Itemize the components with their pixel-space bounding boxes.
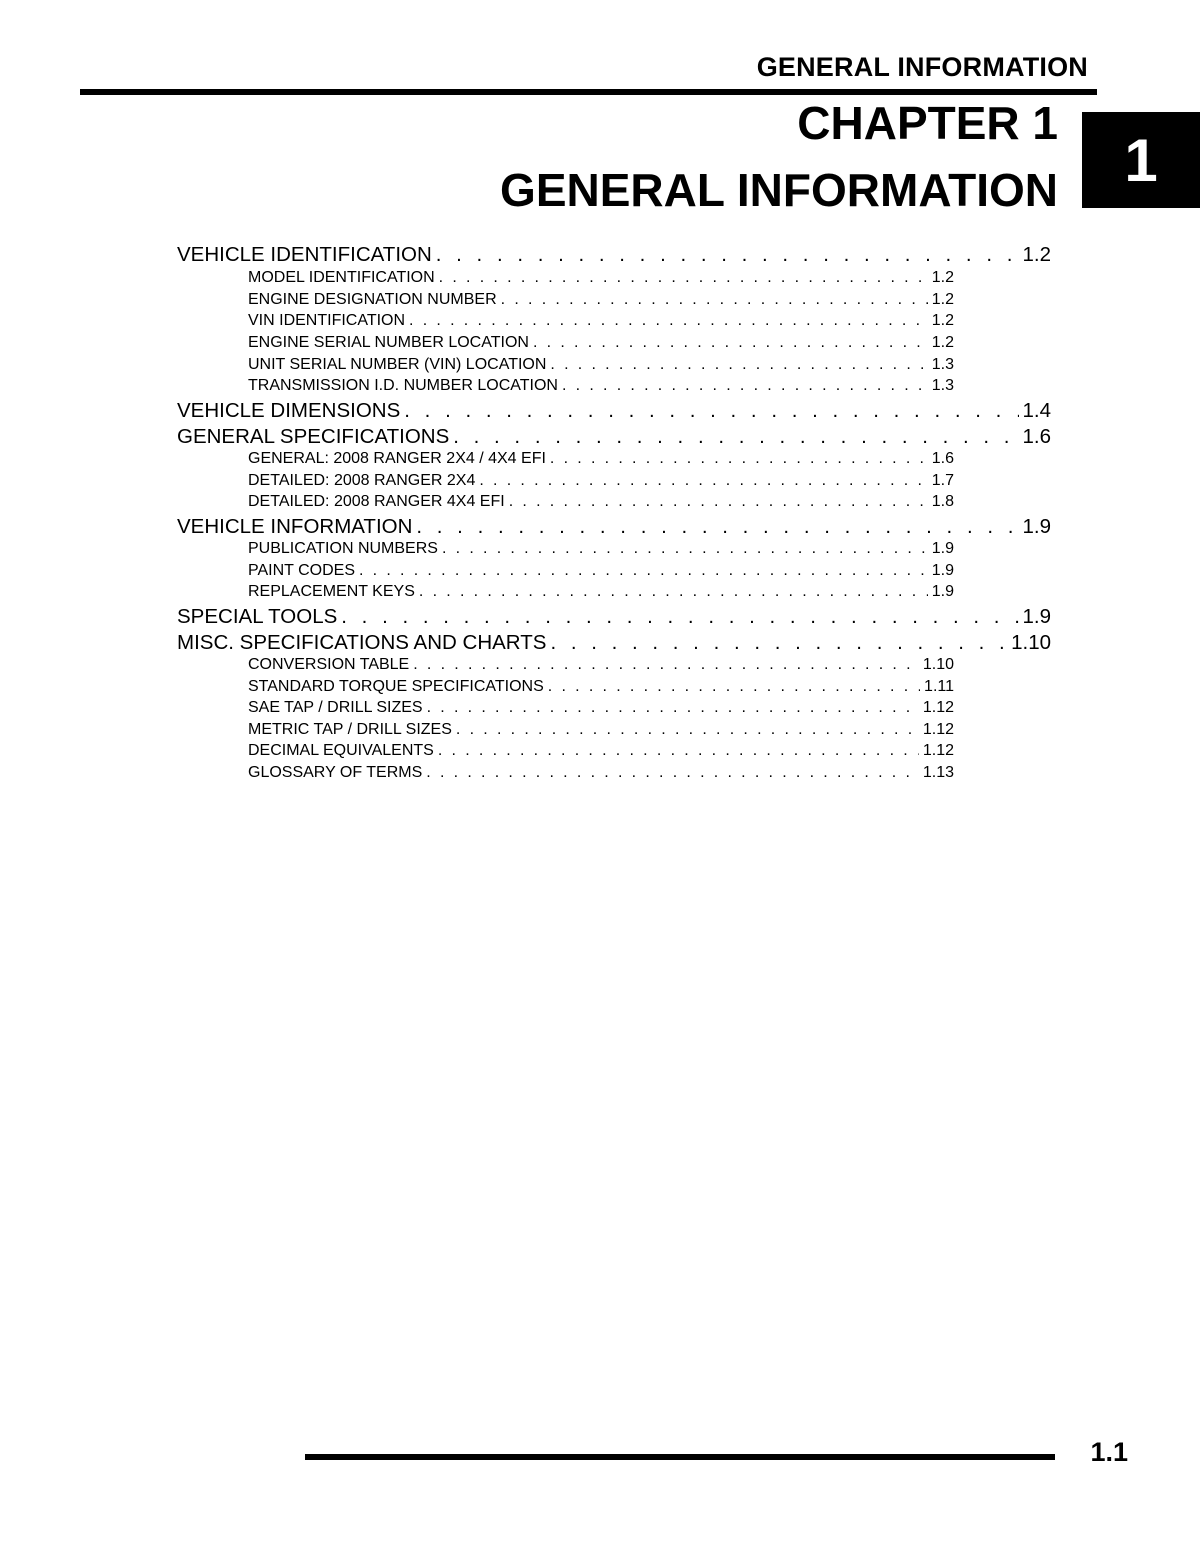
toc-subsection-entry[interactable] <box>248 764 954 782</box>
toc-subsection-entry[interactable] <box>248 540 954 558</box>
toc-entry-page: 1.3 <box>931 356 954 373</box>
toc-dot-leader <box>562 377 928 395</box>
toc-subsection-entry[interactable] <box>248 334 954 352</box>
toc-entry-label: VIN IDENTIFICATION <box>248 312 406 329</box>
toc-entry-page: 1.10 <box>922 656 954 673</box>
toc-subsection-entry[interactable] <box>248 656 954 674</box>
toc-section-entry[interactable] <box>177 243 1051 267</box>
toc-section-entry[interactable] <box>177 399 1051 423</box>
toc-dot-leader <box>419 583 928 601</box>
toc-dot-leader <box>359 562 928 580</box>
top-rule <box>80 89 1097 95</box>
toc-entry-page: 1.9 <box>931 540 954 557</box>
toc-entry-label: REPLACEMENT KEYS <box>248 583 415 600</box>
toc-entry-page: 1.9 <box>1022 605 1051 628</box>
toc-subsection-entry[interactable] <box>248 269 954 287</box>
toc-dot-leader <box>409 312 928 330</box>
toc-subsection-entry[interactable] <box>248 583 954 601</box>
toc-subsection-entry[interactable] <box>248 721 954 739</box>
chapter-label: CHAPTER 1 <box>797 97 1058 149</box>
toc-entry-page: 1.6 <box>931 450 954 467</box>
toc-dot-leader <box>550 631 1007 655</box>
toc-subsection-entry[interactable] <box>248 472 954 490</box>
toc-entry-page: 1.7 <box>931 472 954 489</box>
chapter-tab <box>1082 112 1200 208</box>
toc-entry-page: 1.10 <box>1011 631 1051 654</box>
running-head: GENERAL INFORMATION <box>756 52 1088 82</box>
toc-dot-leader <box>550 450 928 468</box>
toc-dot-leader <box>453 425 1018 449</box>
chapter-tab-number: 1 <box>1124 126 1158 194</box>
toc-entry-label: PUBLICATION NUMBERS <box>248 540 438 557</box>
toc-entry-label: DECIMAL EQUIVALENTS <box>248 742 434 759</box>
bottom-rule <box>305 1454 1055 1460</box>
toc-entry-page: 1.12 <box>922 721 954 738</box>
toc-dot-leader <box>427 699 919 717</box>
toc-entry-page: 1.2 <box>931 291 954 308</box>
toc-entry-label: GLOSSARY OF TERMS <box>248 764 423 781</box>
toc-entry-label: DETAILED: 2008 RANGER 2X4 <box>248 472 476 489</box>
toc-entry-label: GENERAL SPECIFICATIONS <box>177 425 450 448</box>
toc-entry-label: GENERAL: 2008 RANGER 2X4 / 4X4 EFI <box>248 450 546 467</box>
toc-dot-leader <box>533 334 928 352</box>
toc-subsection-entry[interactable] <box>248 377 954 395</box>
toc-dot-leader <box>426 764 919 782</box>
toc-entry-page: 1.6 <box>1022 425 1051 448</box>
toc-subsection-entry[interactable] <box>248 291 954 309</box>
toc-subsection-entry[interactable] <box>248 312 954 330</box>
toc-entry-label: ENGINE DESIGNATION NUMBER <box>248 291 497 308</box>
toc-dot-leader <box>550 356 927 374</box>
toc-dot-leader <box>416 515 1018 539</box>
toc-dot-leader <box>341 605 1018 629</box>
chapter-title: GENERAL INFORMATION <box>500 164 1058 216</box>
toc-entry-page: 1.9 <box>1022 515 1051 538</box>
toc-entry-label: VEHICLE IDENTIFICATION <box>177 243 432 266</box>
toc-entry-page: 1.2 <box>1022 243 1051 266</box>
toc-subsection-entry[interactable] <box>248 678 954 696</box>
toc-dot-leader <box>438 742 919 760</box>
toc-entry-page: 1.8 <box>931 493 954 510</box>
toc-subsection-entry[interactable] <box>248 356 954 374</box>
toc-entry-page: 1.3 <box>931 377 954 394</box>
toc-entry-label: TRANSMISSION I.D. NUMBER LOCATION <box>248 377 558 394</box>
toc-dot-leader <box>413 656 919 674</box>
toc-dot-leader <box>501 291 928 309</box>
toc-dot-leader <box>442 540 928 558</box>
toc-subsection-entry[interactable] <box>248 699 954 717</box>
toc-entry-page: 1.13 <box>922 764 954 781</box>
toc-entry-page: 1.2 <box>931 269 954 286</box>
toc-entry-label: VEHICLE INFORMATION <box>177 515 413 538</box>
toc-section-entry[interactable] <box>177 425 1051 449</box>
toc-entry-label: PAINT CODES <box>248 562 355 579</box>
toc-dot-leader <box>404 399 1018 423</box>
toc-entry-label: ENGINE SERIAL NUMBER LOCATION <box>248 334 529 351</box>
toc-entry-page: 1.4 <box>1022 399 1051 422</box>
toc-subsection-entry[interactable] <box>248 450 954 468</box>
toc-entry-page: 1.12 <box>922 699 954 716</box>
toc-entry-label: CONVERSION TABLE <box>248 656 410 673</box>
toc-dot-leader <box>436 243 1019 267</box>
toc-entry-page: 1.11 <box>924 678 954 695</box>
toc-entry-label: STANDARD TORQUE SPECIFICATIONS <box>248 678 544 695</box>
toc-section-entry[interactable] <box>177 515 1051 539</box>
toc-entry-page: 1.12 <box>922 742 954 759</box>
toc-dot-leader <box>548 678 920 696</box>
toc-section-entry[interactable] <box>177 631 1051 655</box>
toc-section-entry[interactable] <box>177 605 1051 629</box>
toc-entry-label: MISC. SPECIFICATIONS AND CHARTS <box>177 631 547 654</box>
toc-entry-label: MODEL IDENTIFICATION <box>248 269 435 286</box>
toc-dot-leader <box>479 472 927 490</box>
toc-subsection-entry[interactable] <box>248 493 954 511</box>
toc-entry-page: 1.9 <box>931 583 954 600</box>
toc-entry-label: DETAILED: 2008 RANGER 4X4 EFI <box>248 493 505 510</box>
toc-entry-label: UNIT SERIAL NUMBER (VIN) LOCATION <box>248 356 547 373</box>
toc-entry-label: VEHICLE DIMENSIONS <box>177 399 401 422</box>
toc-dot-leader <box>439 269 928 287</box>
toc-entry-label: SPECIAL TOOLS <box>177 605 338 628</box>
toc-subsection-entry[interactable] <box>248 742 954 760</box>
toc-dot-leader <box>456 721 919 739</box>
toc-entry-label: METRIC TAP / DRILL SIZES <box>248 721 452 738</box>
toc-entry-page: 1.9 <box>931 562 954 579</box>
page-number: 1.1 <box>1090 1437 1128 1467</box>
toc-entry-page: 1.2 <box>931 334 954 351</box>
toc-entry-page: 1.2 <box>931 312 954 329</box>
toc-dot-leader <box>509 493 928 511</box>
toc-entry-label: SAE TAP / DRILL SIZES <box>248 699 423 716</box>
toc-subsection-entry[interactable] <box>248 562 954 580</box>
